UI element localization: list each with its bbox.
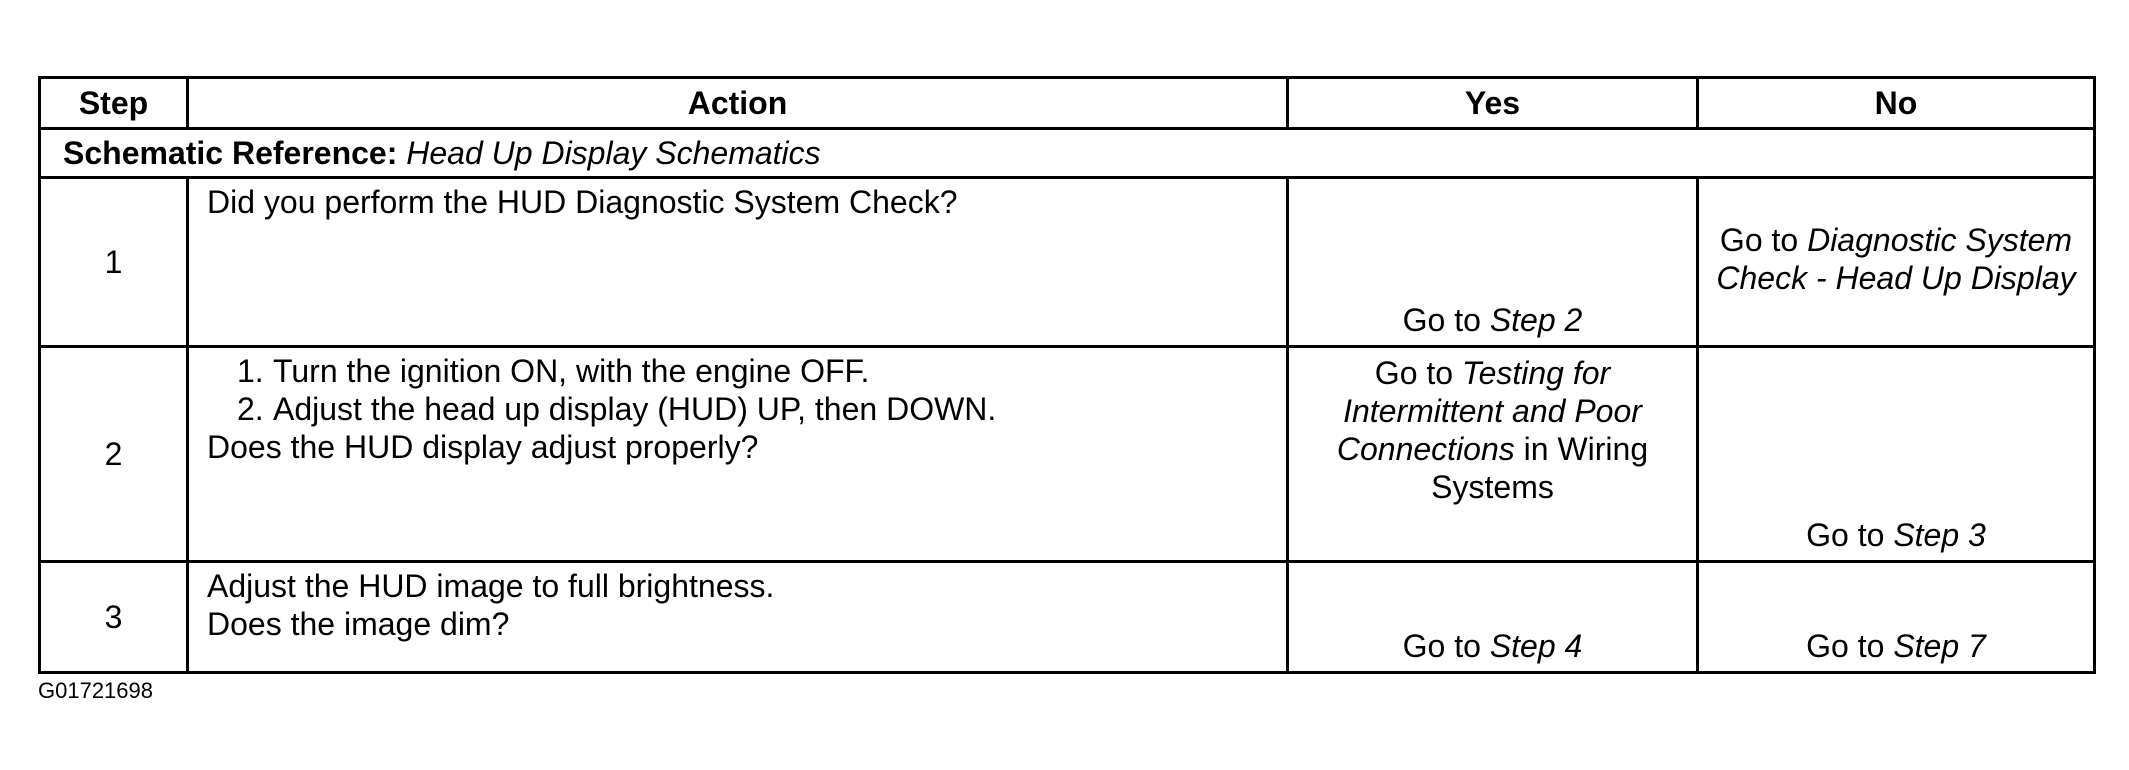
step-number: 2	[40, 347, 188, 562]
list-item	[207, 390, 1266, 428]
no-link[interactable]: Step 7	[1893, 628, 1986, 664]
yes-prefix: Go to	[1402, 628, 1481, 664]
action-text: Adjust the HUD image to full brightness.	[207, 568, 775, 604]
schematic-reference-label: Schematic Reference:	[63, 135, 398, 171]
header-step: Step	[40, 78, 188, 129]
no-link[interactable]: Step 3	[1893, 517, 1986, 553]
table-row-step-3	[40, 562, 2095, 673]
figure-id: G01721698	[38, 678, 153, 703]
no-prefix: Go to	[1806, 517, 1885, 553]
action-text: Did you perform the HUD Diagnostic System Check?	[207, 184, 958, 220]
action-question: Does the HUD display adjust properly?	[207, 429, 759, 465]
yes-link[interactable]: Step 2	[1489, 302, 1583, 338]
yes-cell	[1288, 562, 1698, 673]
yes-link[interactable]: Step 4	[1489, 628, 1583, 664]
no-cell	[1698, 347, 2095, 562]
table-row-step-2	[40, 347, 2095, 562]
action-cell	[188, 347, 1288, 562]
header-no: No	[1698, 78, 2095, 129]
list-item	[207, 352, 1266, 390]
schematic-reference-link[interactable]: Head Up Display Schematics	[406, 135, 821, 171]
step-number: 3	[40, 562, 188, 673]
yes-prefix: Go to	[1402, 302, 1481, 338]
action-question: Does the image dim?	[207, 606, 510, 642]
schematic-reference-cell	[40, 129, 2095, 178]
no-cell	[1698, 178, 2095, 347]
header-row	[40, 78, 2095, 129]
diagnostic-table	[38, 76, 2096, 674]
no-cell	[1698, 562, 2095, 673]
schematic-reference-row	[40, 129, 2095, 178]
table-row-step-1	[40, 178, 2095, 347]
yes-prefix: Go to	[1374, 355, 1454, 391]
no-link[interactable]: Diagnostic System Check - Head Up Display	[1716, 222, 2076, 296]
yes-cell	[1288, 347, 1698, 562]
action-cell	[188, 562, 1288, 673]
action-cell	[188, 178, 1288, 347]
header-yes: Yes	[1288, 78, 1698, 129]
header-action: Action	[188, 78, 1288, 129]
no-prefix: Go to	[1806, 628, 1885, 664]
step-number: 1	[40, 178, 188, 347]
list-number: 2.	[237, 391, 264, 427]
yes-cell	[1288, 178, 1698, 347]
yes-suffix: in Wiring Systems	[1431, 431, 1649, 505]
list-text: Adjust the head up display (HUD) UP, then DOWN.	[273, 391, 997, 427]
list-number: 1.	[237, 353, 264, 389]
yes-link[interactable]: Testing for Intermittent and Poor Connections	[1336, 355, 1642, 467]
list-text: Turn the ignition ON, with the engine OFF.	[273, 353, 870, 389]
no-prefix: Go to	[1719, 222, 1799, 258]
